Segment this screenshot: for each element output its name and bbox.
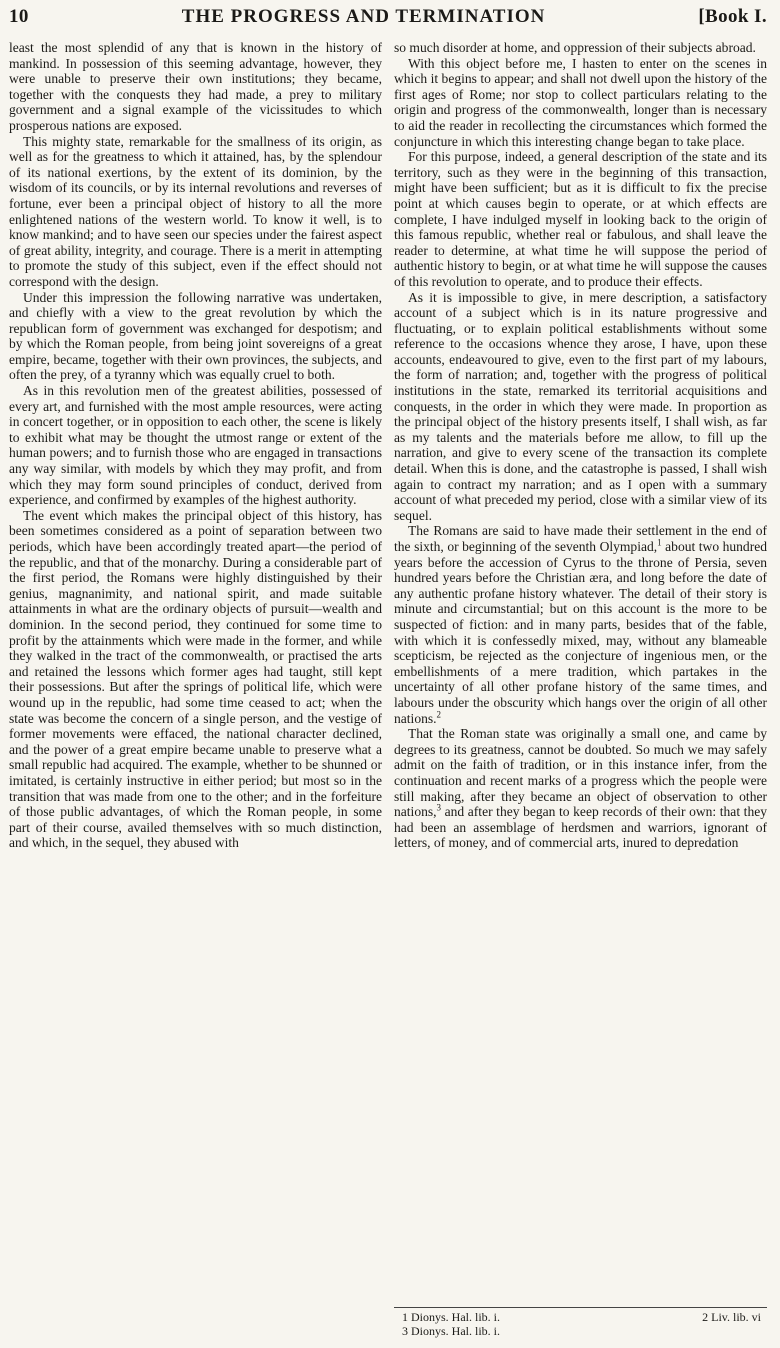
text-run: The Romans are said to have made their settlement in the end of the sixth, or beginning of the seventh Olympiad,: [394, 523, 767, 554]
footnote-ref[interactable]: 3: [436, 802, 442, 813]
text-run: That the Roman state was originally a small one, and came by degrees to its greatness, cannot be doubted. So much we may safely admit on the faith of tradition, or in this instance infer, from the continuation and recent marks of a progress which the people were still making, after they became an object of observation to other nations,: [394, 726, 767, 820]
left-column: [9, 40, 382, 1340]
page-number: 10: [9, 6, 29, 27]
paragraph: With this object before me, I hasten to enter on the scenes in which it begins to appear; and shall not dwell upon the history of the first ages of Rome; nor stop to collect particulars relating to the origin and progress of the commonwealth, longer than is necessary to aid the reader in recollecting the circumstances which formed the conjuncture in which this interesting change began to take place.: [394, 55, 767, 149]
text-run: and after they began to keep records of their own: that they had been an assemblage of herdsmen and warriors, ignorant of letters, of money, and of commercial arts, inured to depredation: [394, 804, 767, 851]
text-run: about two hundred years before the accession of Cyrus to the throne of Persia, seven hundred years before the Christian æra, and long before the date of any authentic profane history whatever. The detail of their story is minute and circumstantial; but on this account is the more to be suspected of fiction: and in many parts, besides that of the fable, with which it is confessedly mixed, may, without any blameable scepticism, be rejected as the conjecture of ingenious men, or the embellishments of a mere tradition, which partakes in the uncertainty of all other profane history of the same times, and labours under the obscurity which hangs over the origin of all other nations.: [394, 539, 767, 726]
paragraph: least the most splendid of any that is known in the history of mankind. In possession of this seeming advantage, however, they were unable to preserve their own institutions; they became, together with the conquests they had made, a prey to military government and a signal example of the vicissitudes to which prosperous nations are exposed.: [9, 40, 382, 133]
footnote-row: [394, 1325, 767, 1339]
footnote-ref[interactable]: 1: [657, 537, 662, 548]
paragraph: This mighty state, remarkable for the smallness of its origin, as well as for the greatness to which it attained, has, by the splendour of its national exertions, by the extent of its dominion, by the wisdom of its councils, or by its internal revolutions and reverses of fortune, ever been a principal object of history to all the more enlightened nations of the western world. To know it well, is to know mankind; and to have seen our species under the fairest aspect of great ability, integrity, and courage. There is a merit in attempting to promote the study of this subject, even if the effect should not correspond with the design.: [9, 133, 382, 289]
paragraph: Under this impression the following narrative was undertaken, and chiefly with a view to the great revolution by which the republican form of government was exchanged for despotism; and by which the Roman people, from being joint sovereigns of a great empire, became, together with their own provinces, the subjects, and often the prey, of a tyranny which was equally cruel to both.: [9, 289, 382, 383]
paragraph: [394, 726, 767, 851]
running-header: [9, 6, 767, 36]
book-label: [Book I.: [698, 6, 767, 27]
footnote-1: 1 Dionys. Hal. lib. i.: [402, 1310, 500, 1324]
paragraph: As in this revolution men of the greatest abilities, possessed of every art, and furnished with the most ample resources, were acting in concert together, or in opposition to each other, the scene is likely to exhibit what may be thought the utmost range or extent of the human powers; and to furnish those who are engaged in transactions any way similar, with models by which they may profit, and from which they may form sound principles of conduct, derived from experience, and confirmed by examples of the highest authority.: [9, 383, 382, 508]
running-title: THE PROGRESS AND TERMINATION: [181, 6, 546, 27]
paragraph: As it is impossible to give, in mere description, a satisfactory account of a subject which is in its nature progressive and fluctuating, or to explain political establishments without some reference to the occasions whence they arose, I have, upon these accounts, endeavoured to give, even to the first part of my labours, the form of narration; and, together with the progress of political institutions in the state, remarked its territorial acquisitions and conquests, in the order in which they were made. In proportion as the principal object of the history presents itself, I shall wish, as far as my talents and the materials before me allow, to fill up the narration, and give to every scene of the transaction its complete detail. When this is done, and the catastrophe is passed, I shall wish again to contract my narration; and as I open with a summary account of what preceded my period, close with a similar view of its sequel.: [394, 289, 767, 523]
text-columns: [9, 40, 767, 1340]
paragraph: [394, 523, 767, 726]
paragraph: For this purpose, indeed, a general description of the state and its territory, such as they were in the beginning of this transaction, might have been sufficient; but as it is difficult to fix the precise point at which causes begin to operate, or at which effects are complete, I have indulged myself in looking back to the origin of this famous republic, whether real or fabulous, and shall leave the reader to determine, at what time he will suppose the period of authentic history to begin, or at what time he will suppose the causes of this revolution to operate, and to produce their effects.: [394, 149, 767, 289]
footnote-row: [394, 1311, 767, 1325]
paragraph: The event which makes the principal object of this history, has been sometimes considered as a point of separation between two periods, which have been accordingly treated apart—the period of the republic, and that of the monarchy. During a considerable part of the first period, the Romans were highly distinguished by their genius, magnanimity, and national spirit, and made suitable attainments in what are the ordinary objects of pursuit—wealth and dominion. In the second period, they continued for some time to profit by the attainments which were made in the former, and while they walked in the tract of the commonwealth, or practised the arts and retained the lessons which former ages had taught, still kept their possessions. But after the springs of political life, which were wound up in the republic, had some time ceased to act; when the state was become the concern of a single person, and the vestige of former movements were effaced, the national character declined, and the power of a great empire became unable to preserve what a small republic had acquired. The example, whether to be shunned or imitated, is certainly instructive in either period; but most so in the transition that was made from one to the other; and in the forfeiture of those public advantages, of which the Roman people, in some part of their course, availed themselves with so much distinction, and which, in the sequel, they abused with: [9, 507, 382, 851]
paragraph: so much disorder at home, and oppression of their subjects abroad.: [394, 40, 756, 55]
footnotes: [394, 1307, 767, 1338]
right-column: [394, 40, 767, 1340]
footnote-3: 3 Dionys. Hal. lib. i.: [402, 1323, 500, 1338]
footnote-ref[interactable]: 2: [436, 709, 442, 720]
footnote-2: 2 Liv. lib. vi: [702, 1310, 761, 1324]
